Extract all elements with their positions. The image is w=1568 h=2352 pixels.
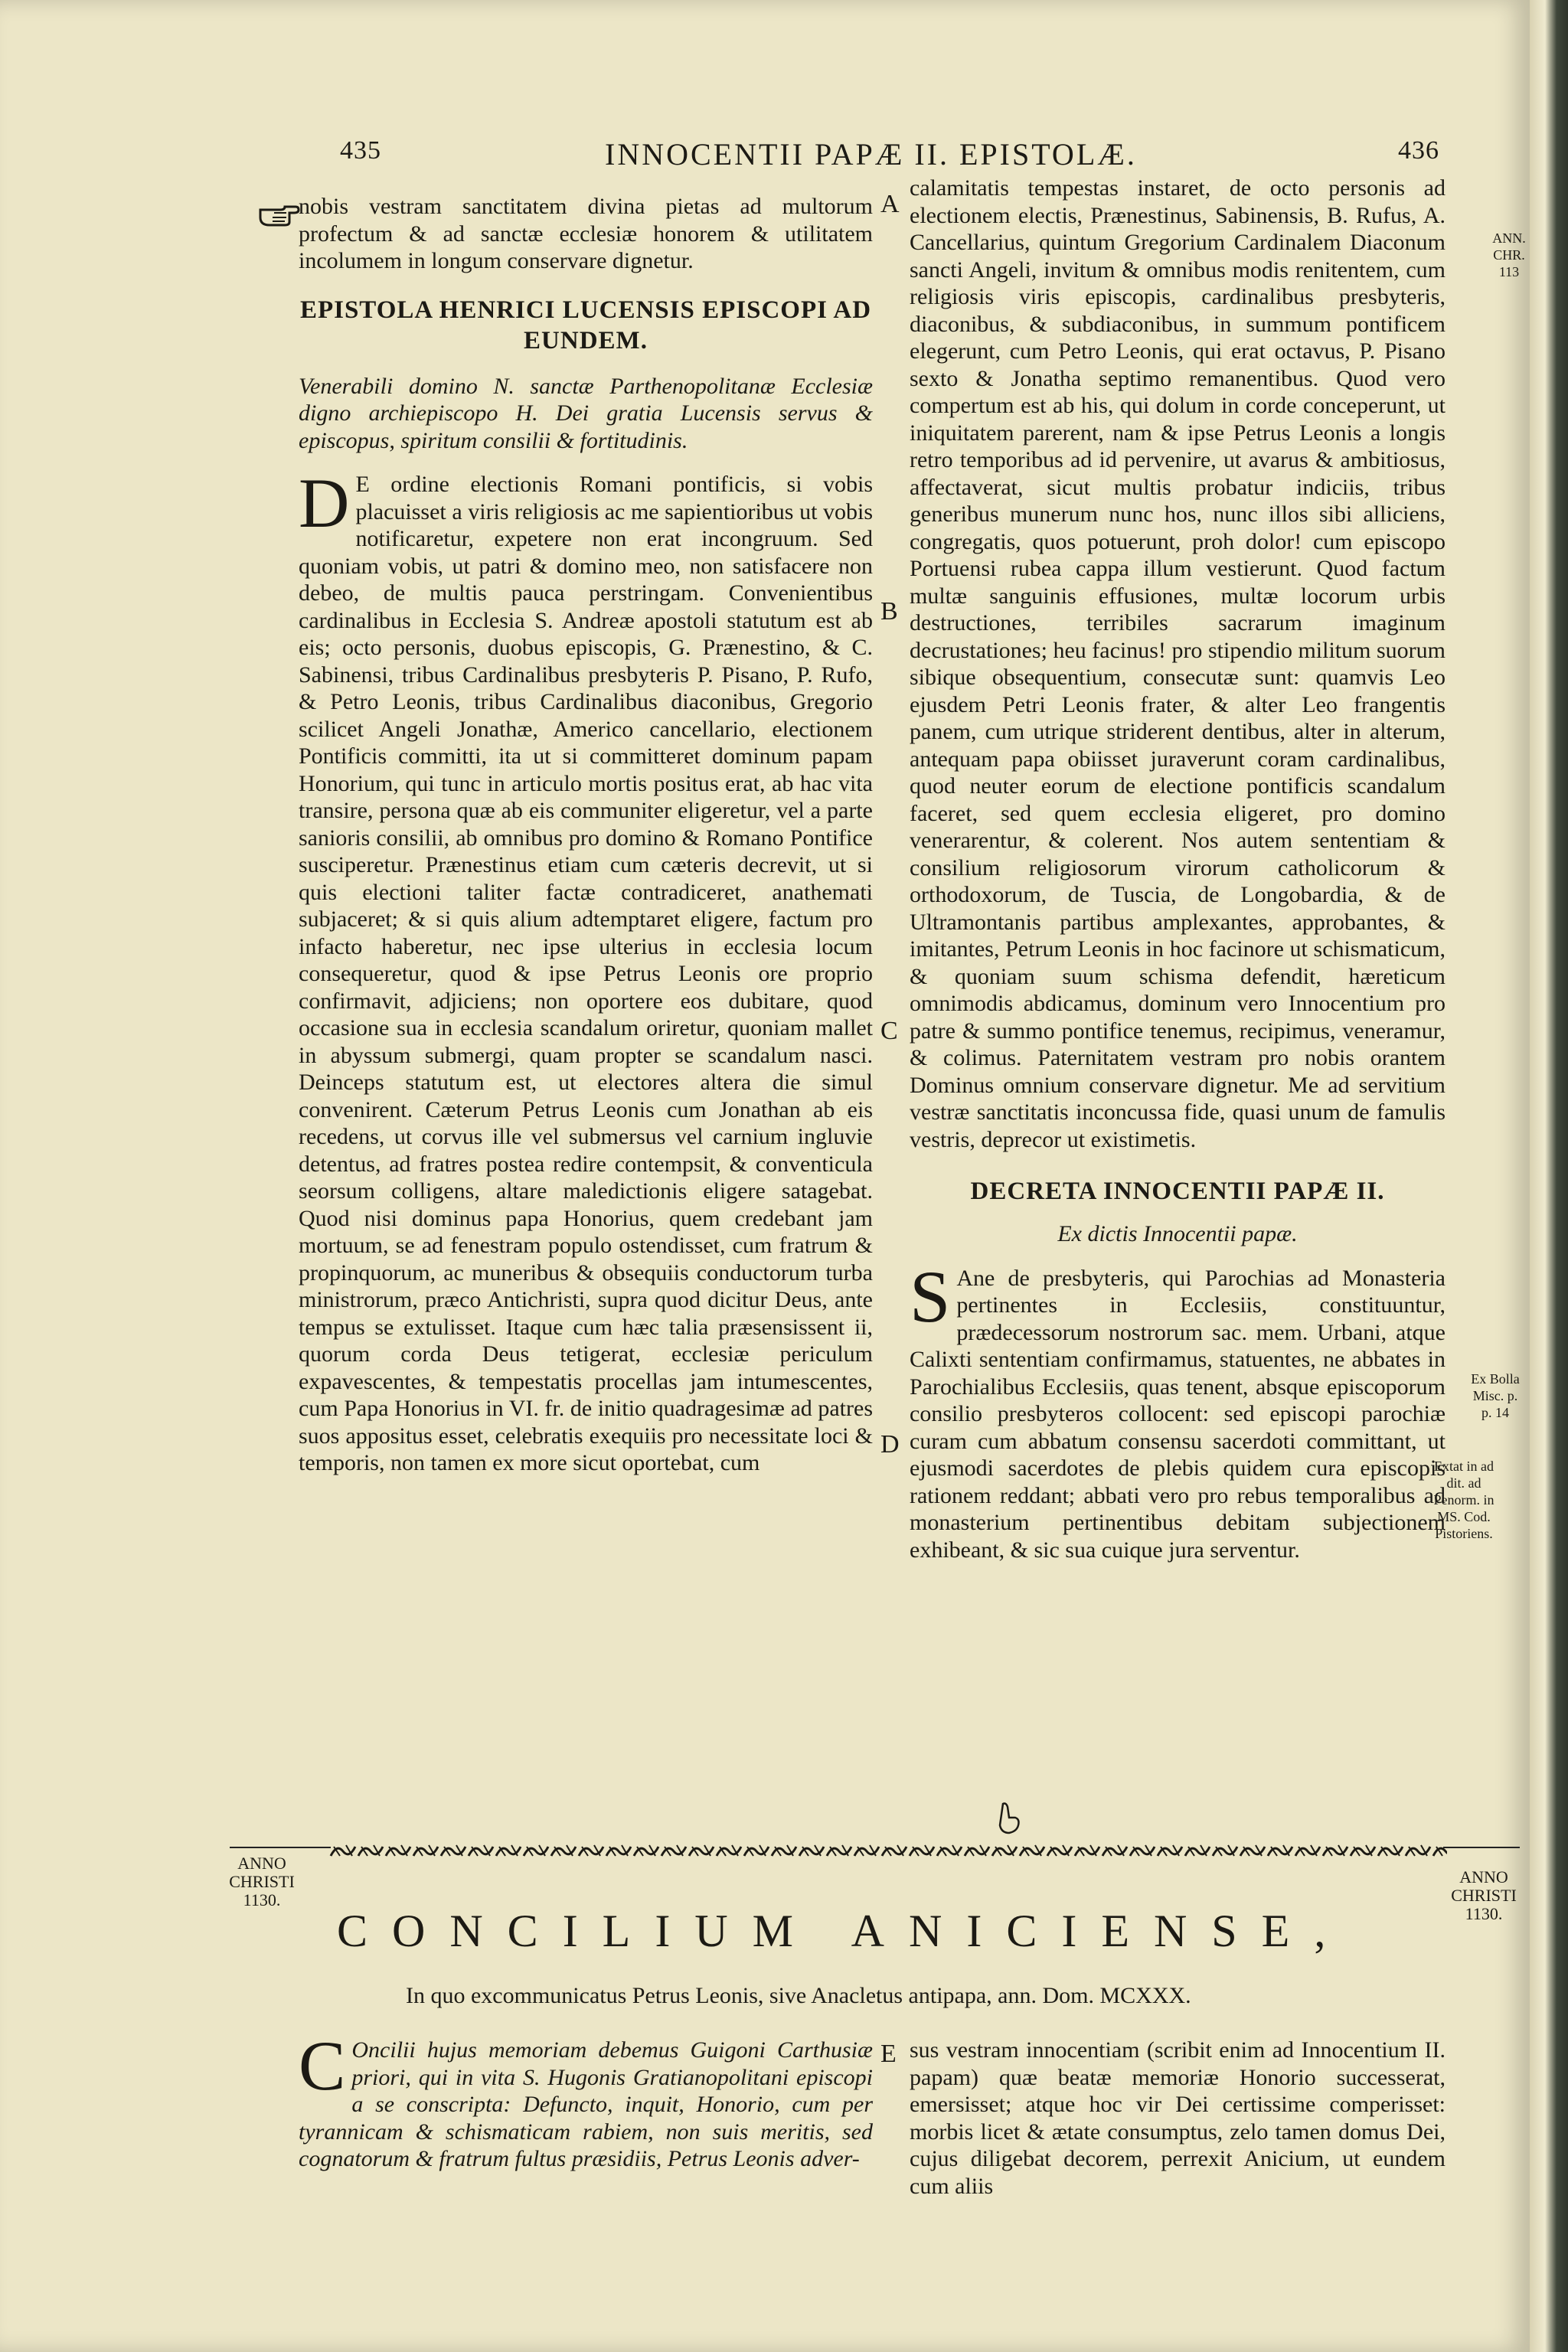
right-column	[910, 175, 1446, 1563]
running-title: INNOCENTII PAPÆ II. EPISTOLÆ.	[605, 137, 1137, 172]
side-note-source: Ex Bolla Misc. p. p. 14	[1471, 1371, 1520, 1420]
epistle-heading: EPISTOLA HENRICI LUCENSIS EPISCOPI AD EUNDEM.	[299, 296, 872, 354]
year-note-right-label: ANNO CHRISTI	[1451, 1867, 1517, 1905]
council-right-text: sus vestram innocentiam (scribit enim ad Innocentium II. papam) quæ beatæ memoriæ Honorio successerat, emersisset; atque hoc vir Dei certissime comperisset: morbis licet & ætate consumptus, zelo tamen domus Dei, cujus diligebat decorem, perrexit Anicium, ut eundem cum aliis	[910, 2037, 1446, 2199]
drop-cap-d: D	[299, 464, 350, 542]
council-left-text: Oncilii hujus memoriam debemus Guigoni Carthusiæ priori, qui in vita S. Hugonis Gratianopolitani episcopi a se conscripta: Defuncto, inquit, Honorio, cum per tyrannicam & schismaticam rabiem, non suis meritis, sed cognatorum & fratrum fultus præsidiis, Petrus Leonis adver-	[299, 2037, 873, 2171]
rule-right	[1443, 1847, 1520, 1848]
salutation: Venerabili domino N. sanctæ Parthenopolitanæ Ecclesiæ digno archiepiscopo H. Dei gratia Lucensis servus & episcopus, spiritum consilii & fortitudinis.	[299, 373, 873, 453]
decreta-subheading: Ex dictis Innocentii papæ.	[1057, 1221, 1298, 1246]
page-number-left: 435	[340, 136, 381, 165]
side-note-extat: Extat in ad dit. ad Penorm. in MS. Cod. Pistoriens.	[1433, 1459, 1494, 1541]
drop-cap-c: C	[299, 2027, 346, 2105]
side-note-year-top: ANN. CHR. 113	[1492, 230, 1526, 279]
decree-text: Ane de presbyteris, qui Parochias ad Monasteria pertinentes in Ecclesiis, constituuntur, prædecessorum nostrorum sac. mem. Urbani, atque Calixti sententiam confirmamus, statuentes, ne abbates in Parochialibus Ecclesiis, quas tenent, absque episcoporum consilio presbyteros collocent: sed episcopi parochiæ curam cum abbatum consensu sacerdoti committant, ut ejusmodi sacerdotes de plebis quidem cura episcopis rationem reddant; abbati vero pro rebus temporalibus ad monasterium pertinentibus debitam subjectionem exhibeant, & sic sua cuique jura serventur.	[910, 1265, 1446, 1563]
decreta-heading: DECRETA INNOCENTII PAPÆ II.	[970, 1178, 1385, 1205]
rule-left	[230, 1847, 331, 1848]
margin-letter-e: E	[880, 2040, 897, 2068]
drop-cap-s: S	[910, 1255, 951, 1338]
epistle-body-text: E ordine electionis Romani pontificis, si vobis placuisset a viris religiosis ac me sapientioribus ut vobis notificaretur, expetere non erat incongruum. Sed quoniam vobis, ut patri & domino meo, non satisfacere non debeo, de multis pauca perstringam. Convenientibus cardinalibus in Ecclesia S. Andreæ apostoli statutum est ab eis; octo personis, duobus episcopis, G. Prænestino, & C. Sabinensi, tribus Cardinalibus presbyteris P. Pisano, P. Rufo, & Petro Leonis, tribus Cardinalibus diaconibus, Gregorio scilicet Angeli Jonathæ, Americo cancellario, electionem Pontificis committi, ita ut si committeret dominum papam Honorium, qui tunc in articulo mortis positus erat, ab hac vita transire, persona quæ ab eis communiter eligeretur, vel a parte sanioris consilii, ab omnibus pro domino & Romano Pontifice susciperetur. Prænestinus etiam cum cæteris decrevit, ut si quis electioni taliter factæ contradiceret, anathemati subjaceret; & si quis alium adtemptaret eligere, factum pro infacto haberetur, nec ipse ulterius in ecclesia locum consequeretur, quod & ipse Petrus Leonis ore proprio confirmavit, adjiciens; non oportere eos dubitare, quod occasione sua in ecclesia scandalum oriretur, quoniam mallet in abyssum submergi, quam propter se scandalum nasci. Deinceps statutum est, ut electores altera die simul convenirent. Cæterum Petrus Leonis cum Jonathan ab eis recedens, ut corvus ille vel submersus vel carnium ingluvie detentus, ad fratres postea redire contempsit, & conventicula seorsum colligens, altare maledictionis eligere satagebat. Quod nisi dominus papa Honorius, quem credebant jam mortuum, se ad fenestram populo ostendisset, cum fratrum & propinquorum, ac muneribus & obsequiis conductorum turba ministrorum, præco Antichristi, supra quod dicitur Deus, ante tempus se extulisset. Itaque cum hæc talia præsensissent ii, quorum corda Deus tetigerat, ecclesiæ periculum expavescentes, & tempestatis procellas jam intumescentes, cum Papa Honorius in VI. fr. de initio quadragesimæ ad patres suos appositus esset, celebratis exequiis pro necessitate loci & temporis, non tamen ex more sicut oportebat, cum	[299, 472, 873, 1475]
year-note-right	[1449, 1868, 1519, 1923]
margin-letter-c: C	[880, 1017, 898, 1045]
left-column	[299, 193, 873, 1477]
margin-letter-d: D	[880, 1430, 900, 1459]
right-body: calamitatis tempestas instaret, de octo personis ad electionem electis, Prænestinus, Sabinensis, B. Rufus, A. Cancellarius, quintum Gregorium Cardinalem Diaconum sancti Angeli, invitum & omnibus modis renitentem, cum religiosis viris episcopis, cardinalibus presbyteris, diaconibus, & subdiaconibus, in summum pontificem elegerunt, cum Petro Leonis, qui erat octavus, P. Pisano sexto & Jonatha septimo remanentibus. Quod vero compertum est ab his, qui dolum in corde conceperunt, ut iniquitatem parerent, nam & ipse Petrus Leonis a longis retro temporibus ad id pervenire, ut avarus & ambitiosus, affectaverat, sicut multis probatur indiciis, tribus generibus munerum nunc hos, nunc illos sibi alliciens, congregatis, quos potuerunt, proh dolor! cum episcopo Portuensi rubea cappa illum vestierunt. Quod factum multæ sanguinis effusiones, multæ locorum urbis destructiones, terribiles sacrarum imaginum decrustationes; heu facinus! pro stipendio militum suorum sibique obsequentium, consecutæ sunt: quamvis Leo ejusdem Petri Leonis frater, & alter Leo frangentis panem, cum utrique striderent dentibus, alter in alterum, antequam papa obiisset juraverunt coram cardinalibus, quod neuter eorum de electione pontificis scandalum faceret, sed quem ecclesia eligeret, pro domino venerarentur, & colerent. Nos autem sententiam & consilium religiosorum virorum catholicorum & orthodoxorum, de Tuscia, de Longobardia, & de Ultramontanis partibus amplexantes, approbantes, & imitantes, Petrum Leonis in hoc facinore ut schismaticum, & quoniam suum schisma defendit, hæreticum omnimodis abdicamus, dominum vero Innocentium pro patre & summo pontifice tenemus, recipimus, veneramur, & colimus. Paternitatem vestram pro nobis orantem Dominus omnium conservare dignetur. Me ad servitium vestræ sanctitatis inconcussa fide, quasi unum de famulis vestris, deprecor ut existimetis.	[910, 175, 1446, 1152]
margin-letter-b: B	[880, 597, 898, 626]
ornamental-border	[329, 1841, 1447, 1860]
decree-body	[910, 1255, 1446, 1564]
council-right-column	[910, 2037, 1446, 2200]
pointing-hand-icon	[259, 201, 300, 227]
year-note-left-value: 1130.	[243, 1890, 281, 1909]
page-number-right: 436	[1398, 136, 1439, 165]
council-left-column	[299, 2027, 873, 2173]
page-edge	[1530, 0, 1568, 2352]
epistle-body	[299, 464, 873, 1477]
year-note-left	[227, 1854, 297, 1909]
council-title: CONCILIUM ANICIENSE,	[337, 1906, 1351, 1956]
left-intro: nobis vestram sanctitatem divina pietas ad multorum profectum & ad sanctæ ecclesiæ honorem & utilitatem incolumem in longum conservare dignetur.	[299, 194, 873, 273]
council-subtitle: In quo excommunicatus Petrus Leonis, sive Anacletus antipapa, ann. Dom. MCXXX.	[406, 1983, 1191, 2008]
margin-letter-a: A	[880, 190, 900, 218]
year-note-right-value: 1130.	[1465, 1904, 1503, 1923]
pointing-hand-ornament-icon	[995, 1801, 1023, 1834]
year-note-left-label: ANNO CHRISTI	[229, 1854, 295, 1891]
